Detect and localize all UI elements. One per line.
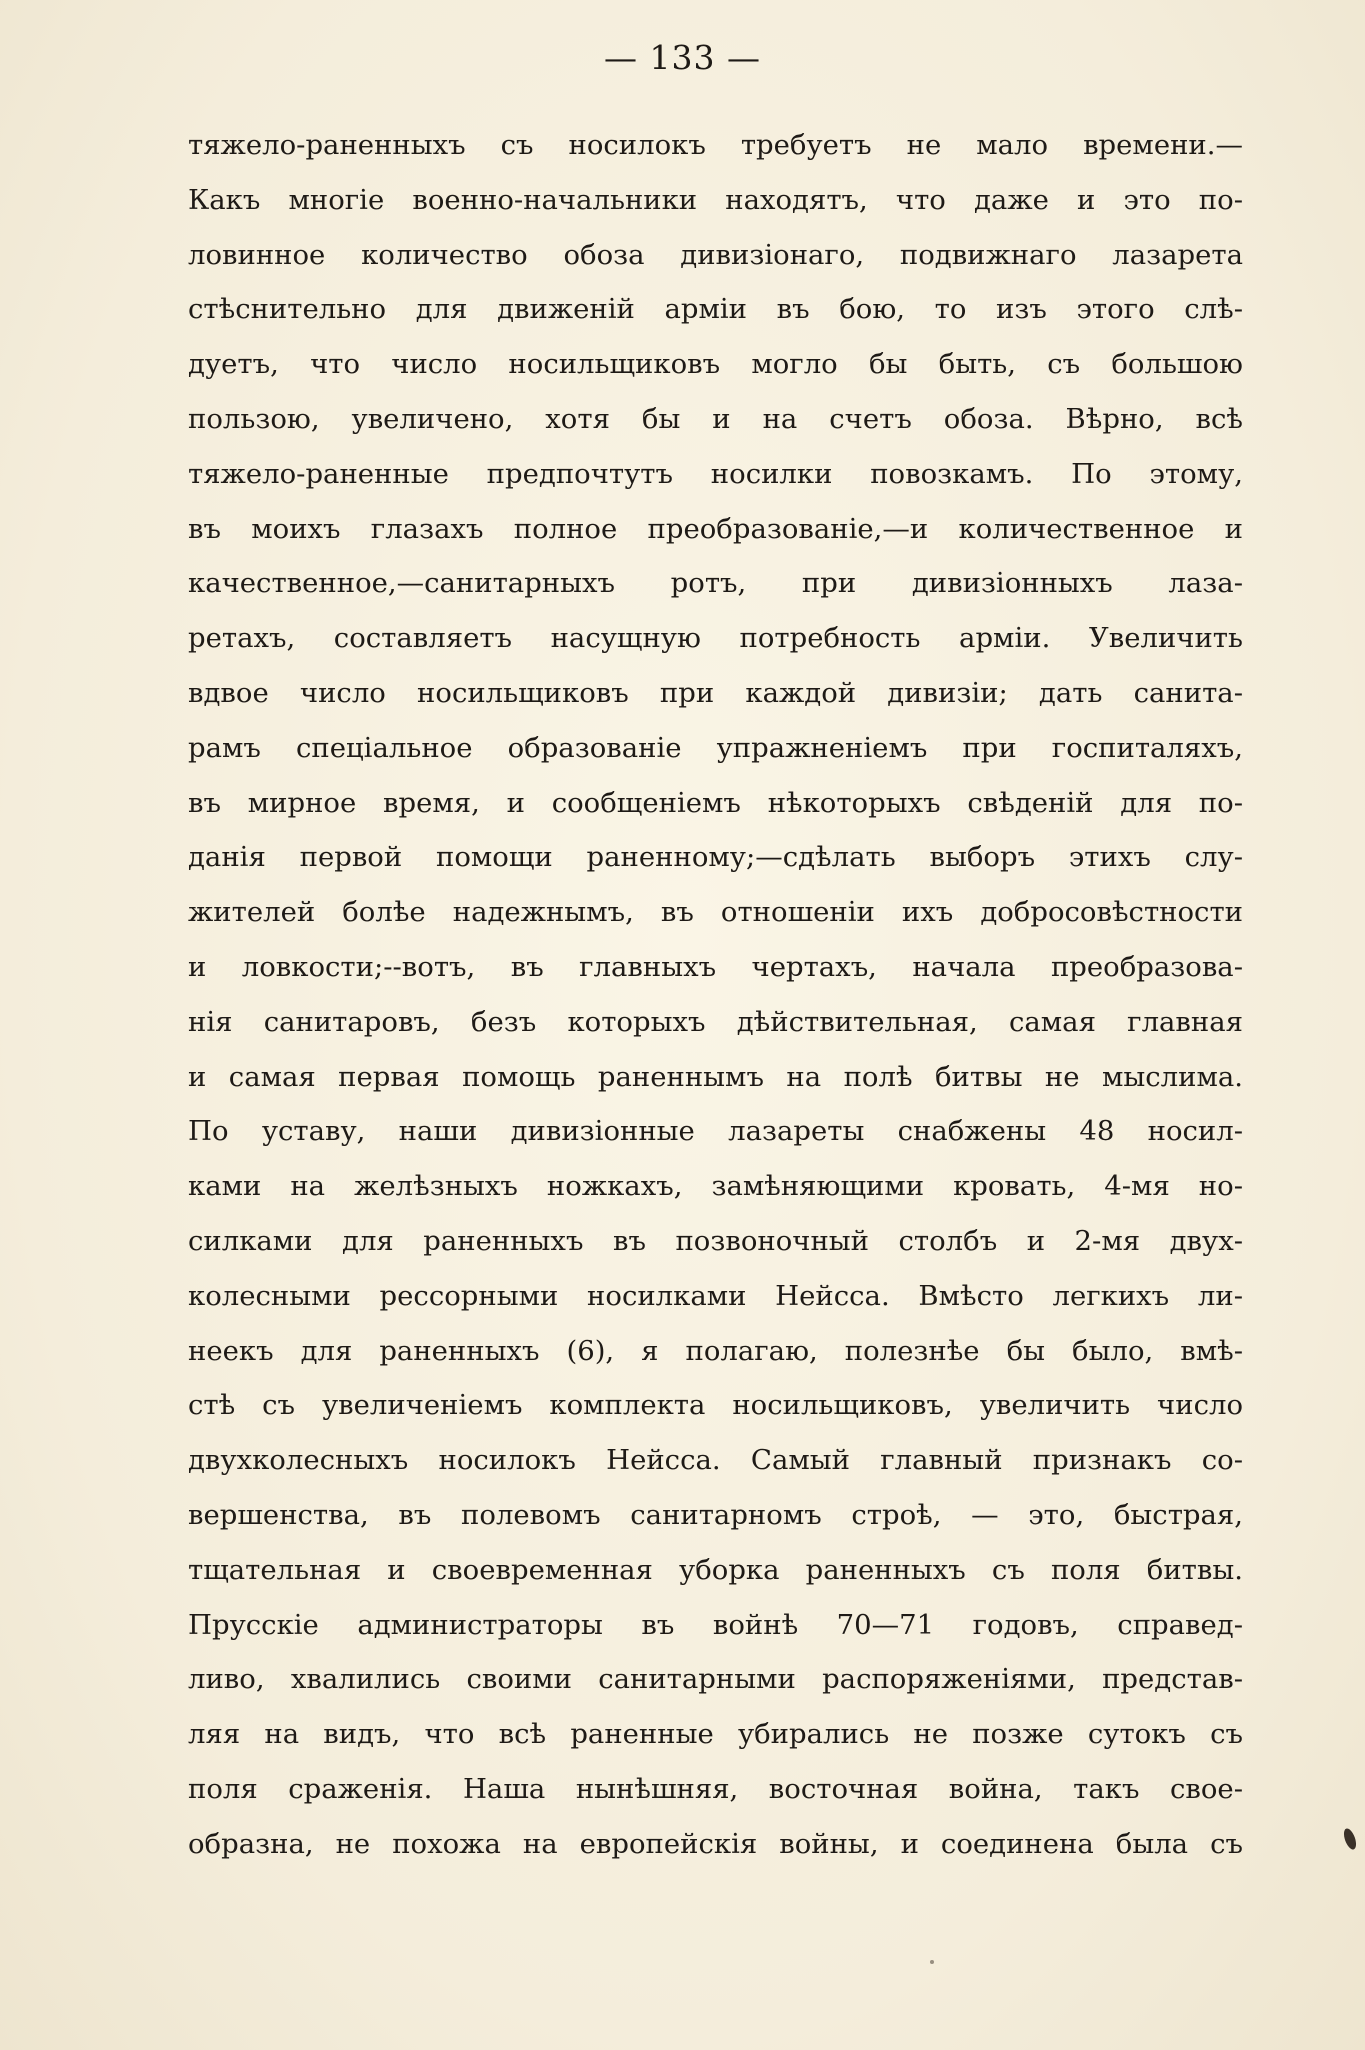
text-line: и ловкости;--вотъ, въ главныхъ чертахъ, начала преобразова- bbox=[188, 950, 1243, 983]
text-line: образна, не похожа на европейскія войны, и соединена была съ bbox=[188, 1827, 1243, 1860]
text-line: тщательная и своевременная уборка раненныхъ съ поля битвы. bbox=[188, 1553, 1243, 1586]
text-line: вершенства, въ полевомъ санитарномъ строѣ, — это, быстрая, bbox=[188, 1498, 1243, 1531]
text-line: Прусскіе администраторы въ войнѣ 70—71 годовъ, справед- bbox=[188, 1608, 1243, 1641]
text-line: качественное,—санитарныхъ ротъ, при дивизіонныхъ лаза- bbox=[188, 567, 1243, 600]
text-line: ками на желѣзныхъ ножкахъ, замѣняющими кровать, 4-мя но- bbox=[188, 1170, 1243, 1203]
text-line: неекъ для раненныхъ (6), я полагаю, полезнѣе бы было, вмѣ- bbox=[188, 1334, 1243, 1367]
text-line: ловинное количество обоза дивизіонаго, подвижнаго лазарета bbox=[188, 238, 1243, 271]
body-text bbox=[188, 118, 1243, 1872]
text-line: силками для раненныхъ въ позвоночный столбъ и 2-мя двух- bbox=[188, 1224, 1243, 1257]
text-line: дуетъ, что число носильщиковъ могло бы быть, съ большою bbox=[188, 348, 1243, 381]
text-line: Какъ многіе военно-начальники находятъ, что даже и это по- bbox=[188, 183, 1243, 216]
ink-blot bbox=[1342, 1827, 1359, 1851]
text-line: пользою, увеличено, хотя бы и на счетъ обоза. Вѣрно, всѣ bbox=[188, 402, 1243, 435]
text-line: ретахъ, составляетъ насущную потребность арміи. Увеличить bbox=[188, 622, 1243, 655]
text-line: и самая первая помощь раненнымъ на полѣ битвы не мыслима. bbox=[188, 1060, 1243, 1093]
text-line: ливо, хвалились своими санитарными распоряженіями, представ- bbox=[188, 1663, 1243, 1696]
page-number: — 133 — bbox=[604, 38, 761, 77]
text-line: ляя на видъ, что всѣ раненные убирались не позже сутокъ съ bbox=[188, 1718, 1243, 1751]
text-line: поля сраженія. Наша нынѣшняя, восточная война, такъ свое- bbox=[188, 1772, 1243, 1805]
text-line: рамъ спеціальное образованіе упражненіемъ при госпиталяхъ, bbox=[188, 731, 1243, 764]
text-line: колесными рессорными носилками Нейсса. Вмѣсто легкихъ ли- bbox=[188, 1279, 1243, 1312]
text-line: стѣ съ увеличеніемъ комплекта носильщиковъ, увеличить число bbox=[188, 1389, 1243, 1422]
text-line: По уставу, наши дивизіонные лазареты снабжены 48 носил- bbox=[188, 1115, 1243, 1148]
text-line: вдвое число носильщиковъ при каждой дивизіи; дать санита- bbox=[188, 676, 1243, 709]
text-line: стѣснительно для движеній арміи въ бою, то изъ этого слѣ- bbox=[188, 293, 1243, 326]
text-line: жителей болѣе надежнымъ, въ отношеніи ихъ добросовѣстности bbox=[188, 896, 1243, 929]
ink-speck bbox=[930, 1960, 934, 1964]
text-line: нія санитаровъ, безъ которыхъ дѣйствительная, самая главная bbox=[188, 1005, 1243, 1038]
text-line: тяжело-раненные предпочтутъ носилки повозкамъ. По этому, bbox=[188, 457, 1243, 490]
text-line: въ мирное время, и сообщеніемъ нѣкоторыхъ свѣденій для по- bbox=[188, 786, 1243, 819]
text-line: двухколесныхъ носилокъ Нейсса. Самый главный признакъ со- bbox=[188, 1444, 1243, 1477]
text-line: въ моихъ глазахъ полное преобразованіе,—и количественное и bbox=[188, 512, 1243, 545]
text-line: тяжело-раненныхъ съ носилокъ требуетъ не мало времени.— bbox=[188, 129, 1243, 161]
text-line: данія первой помощи раненному;—сдѣлать выборъ этихъ слу- bbox=[188, 841, 1243, 874]
